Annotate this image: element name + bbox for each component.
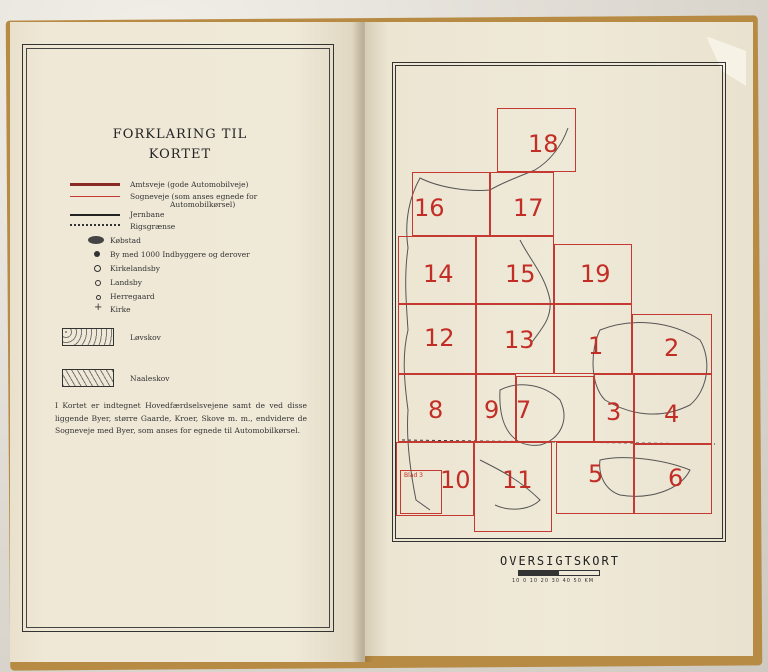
sheet-number-17: 17 [513,194,544,222]
cross-icon: + [94,302,103,313]
sheet-number-15: 15 [505,260,536,288]
sheet-number-11: 11 [502,466,533,494]
legend-label: Amtsveje (gode Automobilveje) [130,180,249,189]
legend-label: Herregaard [110,292,155,301]
sheet-number-8: 8 [428,396,444,424]
legend-title-line2: KORTET [148,147,212,162]
sheet-number-5: 5 [588,460,604,488]
legend-label: By med 1000 Indbyggere og derover [110,250,250,259]
sheet-number-13: 13 [504,326,535,354]
legend-label: Automobilkørsel) [170,200,236,209]
map-title: OVERSIGTSKORT [500,554,620,568]
blad-3-label: Blad 3 [404,472,423,479]
sheet-number-4: 4 [664,400,680,428]
sheet-number-3: 3 [606,398,622,426]
sheet-number-19: 19 [580,260,611,288]
sheet-number-1: 1 [588,332,604,360]
legend-label: Købstad [110,236,141,245]
legend-paragraph: I Kortet er indtegnet Hovedfærdselsvejene samt de ved disse liggende Byer, større Gaarde, Kroer, Skove m. m., endvidere de Sogneveje med Byer, som anses for egnede til Automobilkørsel. [55,401,307,435]
scale-bar [518,570,600,576]
sheet-number-12: 12 [424,324,455,352]
sheet-number-2: 2 [664,334,680,362]
legend-label: Jernbane [130,210,165,219]
legend-label: Landsby [110,278,142,287]
legend-label: Løvskov [130,333,161,342]
legend-title-line1: FORKLARING TIL [112,127,248,142]
legend-label: Kirke [110,305,131,314]
sheet-number-7: 7 [516,396,532,424]
sheet-number-9: 9 [484,396,500,424]
scale-bar-labels: 10 0 10 20 30 40 50 KM [512,578,595,584]
legend-label: Kirkelandsby [110,264,160,273]
legend-label: Sogneveje (som anses egnede for [130,192,258,201]
legend-label: Rigsgrænse [130,222,176,231]
sheet-number-18: 18 [528,130,559,158]
legend-label: Naaleskov [130,374,170,383]
sheet-number-14: 14 [423,260,454,288]
sheet-number-6: 6 [668,464,684,492]
sheet-number-16: 16 [414,194,445,222]
sheet-number-10: 10 [440,466,471,494]
